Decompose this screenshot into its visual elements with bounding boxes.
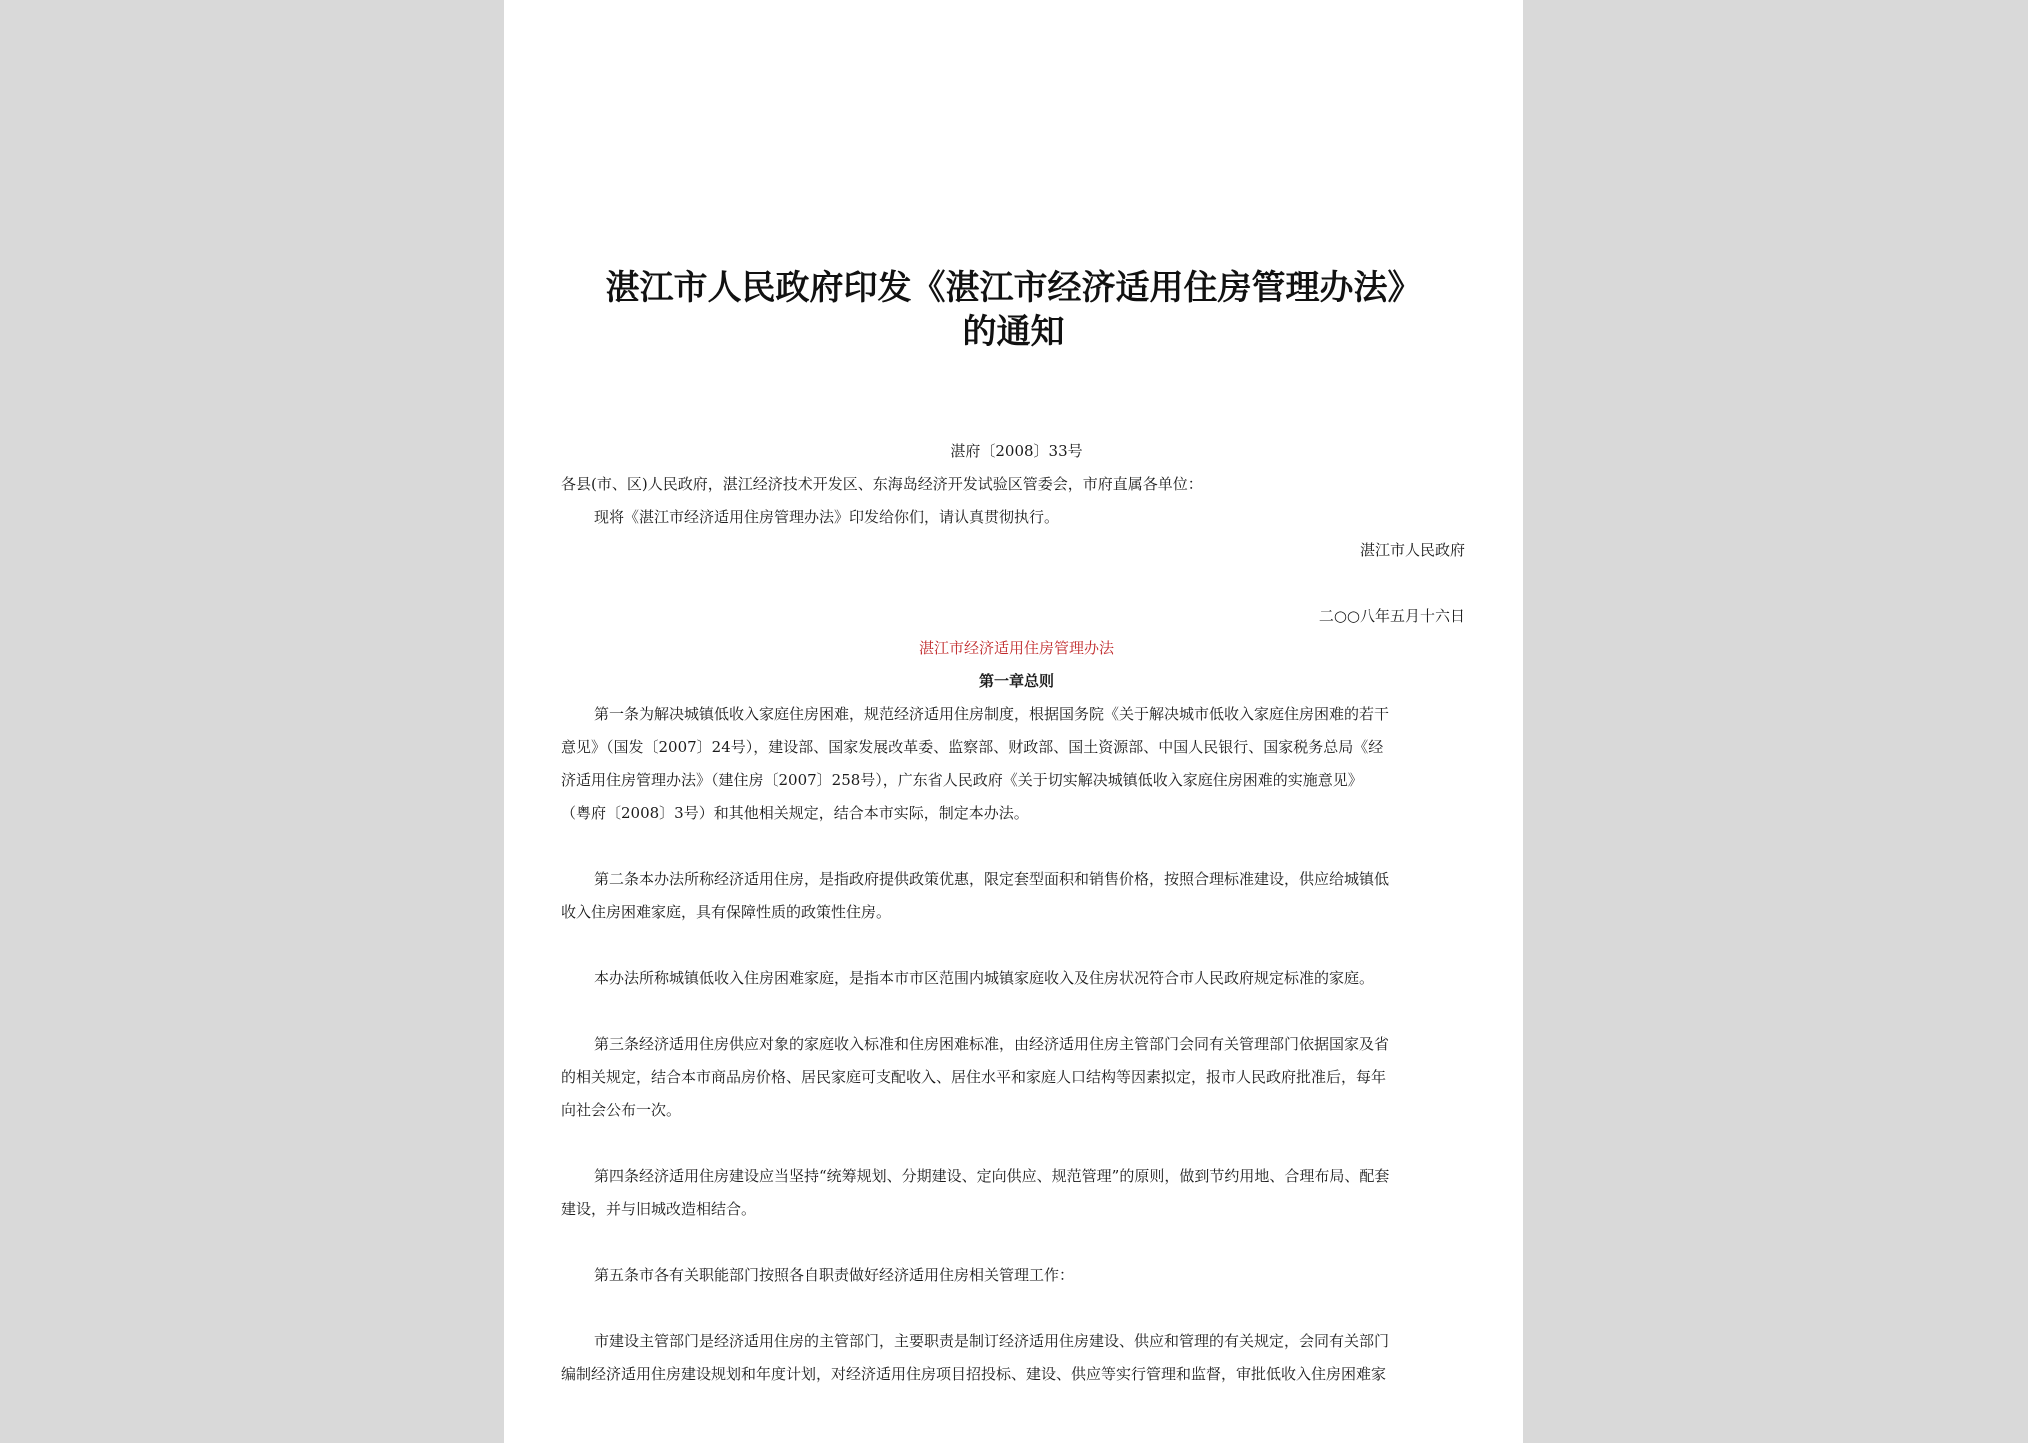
paragraph-line: 第二条本办法所称经济适用住房，是指政府提供政策优惠，限定套型面积和销售价格，按照合理标准建设，供应给城镇低 (594, 870, 1390, 888)
issuer-signature: 湛江市人民政府 (1359, 541, 1465, 559)
paragraph-line: 编制经济适用住房建设规划和年度计划，对经济适用住房项目招投标、建设、供应等实行管理和监督，审批低收入住房困难家 (561, 1365, 1387, 1383)
paragraph-line: 本办法所称城镇低收入住房困难家庭，是指本市市区范围内城镇家庭收入及住房状况符合市人民政府规定标准的家庭。 (594, 969, 1375, 987)
paragraph-line: 第一条为解决城镇低收入家庭住房困难，规范经济适用住房制度，根据国务院《关于解决城市低收入家庭住房困难的若干 (594, 705, 1390, 723)
addressees: 各县(市、区)人民政府，湛江经济技术开发区、东海岛经济开发试验区管委会，市府直属各单位： (561, 475, 1203, 493)
paragraph-line: 市建设主管部门是经济适用住房的主管部门，主要职责是制订经济适用住房建设、供应和管理的有关规定，会同有关部门 (594, 1332, 1390, 1350)
paragraph-line: 收入住房困难家庭，具有保障性质的政策性住房。 (561, 903, 892, 921)
notice-body: 现将《湛江市经济适用住房管理办法》印发给你们，请认真贯彻执行。 (594, 508, 1060, 526)
paragraph-line: （粤府〔2008〕3号）和其他相关规定，结合本市实际，制定本办法。 (561, 804, 1029, 822)
document-number: 湛府〔2008〕33号 (950, 442, 1083, 460)
document-title-line-2: 的通知 (962, 312, 1065, 352)
paragraph-line: 建设，并与旧城改造相结合。 (561, 1200, 757, 1218)
paragraph-line: 的相关规定，结合本市商品房价格、居民家庭可支配收入、居住水平和家庭人口结构等因素拟定，报市人民政府批准后，每年 (561, 1068, 1387, 1086)
paragraph-line: 第三条经济适用住房供应对象的家庭收入标准和住房困难标准，由经济适用住房主管部门会同有关管理部门依据国家及省 (594, 1035, 1390, 1053)
paragraph-line: 意见》（国发〔2007〕24号），建设部、国家发展改革委、监察部、财政部、国土资源部、中国人民银行、国家税务总局《经 (561, 738, 1384, 756)
paragraph-line: 济适用住房管理办法》（建住房〔2007〕258号），广东省人民政府《关于切实解决城镇低收入家庭住房困难的实施意见》 (561, 771, 1363, 789)
document-page (504, 0, 1523, 1443)
measures-title: 湛江市经济适用住房管理办法 (918, 639, 1114, 657)
paragraph-line: 第五条市各有关职能部门按照各自职责做好经济适用住房相关管理工作： (594, 1266, 1075, 1284)
paragraph-line: 第四条经济适用住房建设应当坚持“统筹规划、分期建设、定向供应、规范管理”的原则，做到节约用地、合理布局、配套 (594, 1167, 1390, 1185)
paragraph-line: 向社会公布一次。 (561, 1101, 682, 1119)
issue-date: 二○○八年五月十六日 (1318, 607, 1465, 625)
chapter-title: 第一章总则 (978, 672, 1054, 690)
document-title-line-1: 湛江市人民政府印发《湛江市经济适用住房管理办法》 (605, 268, 1422, 308)
